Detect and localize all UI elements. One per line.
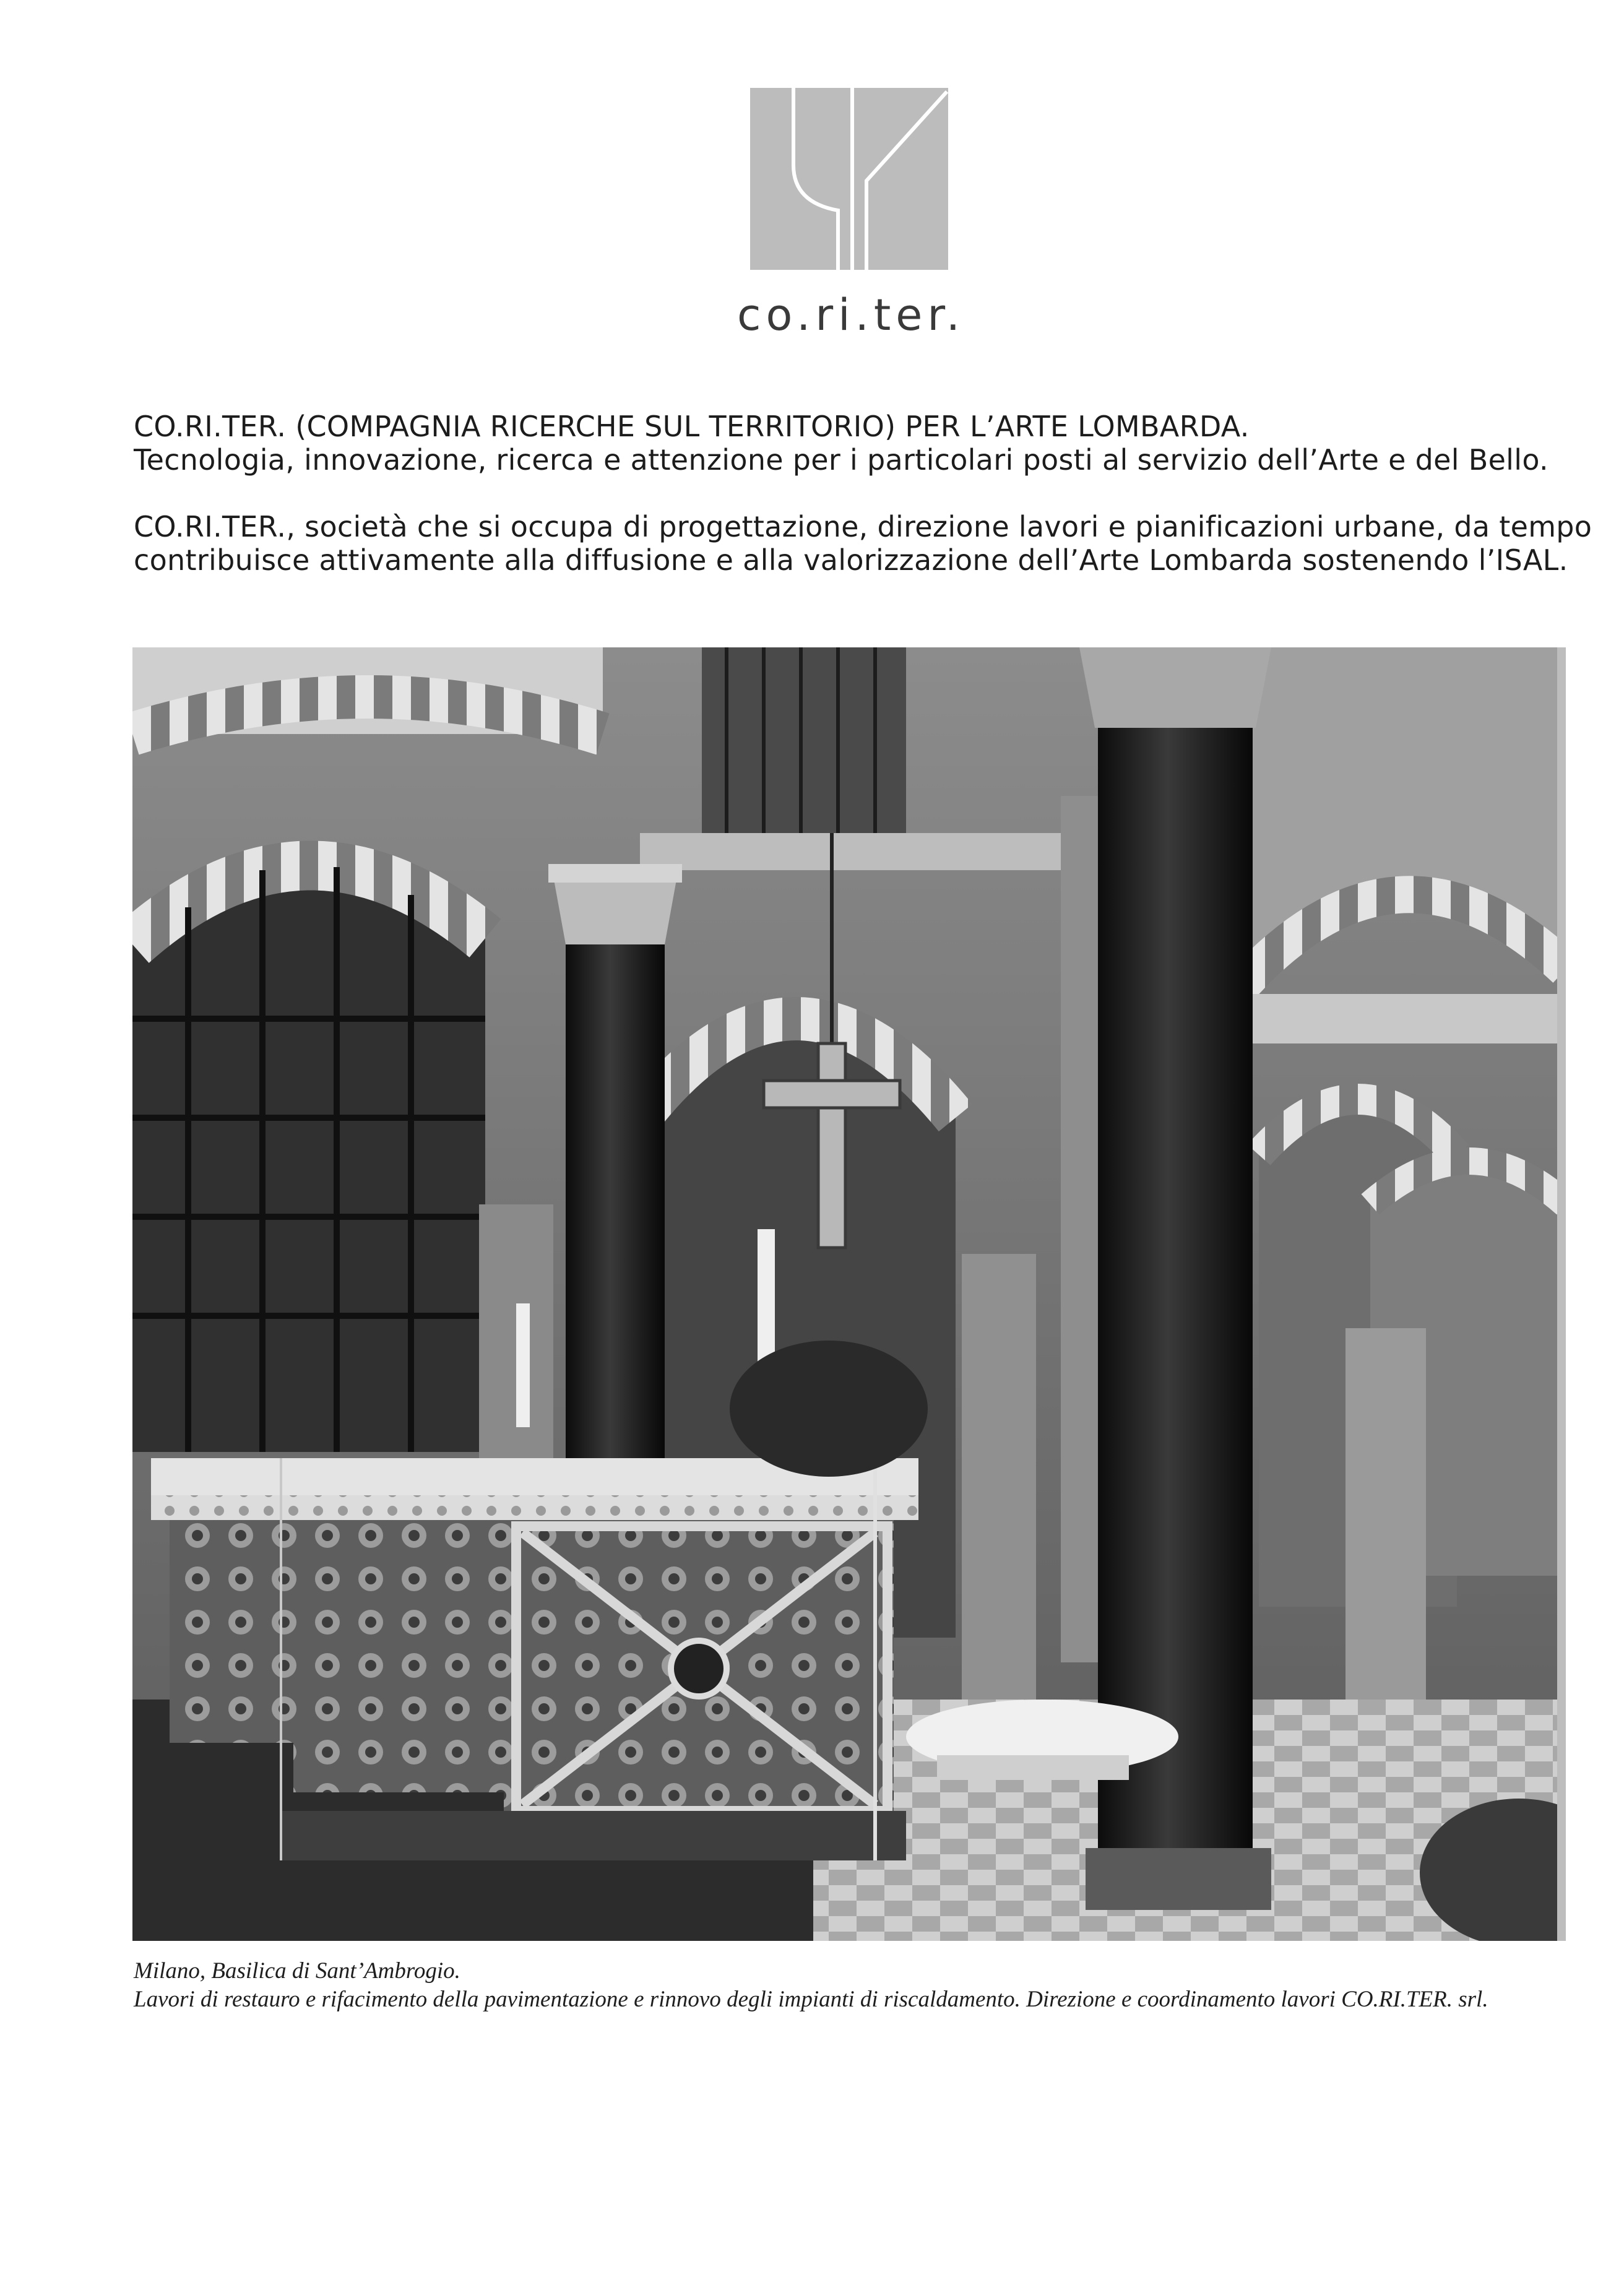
photo-caption — [134, 1957, 1576, 2014]
basilica-interior-photo — [132, 647, 1566, 1941]
intro-tagline: Tecnologia, innovazione, ricerca e attenzione per i particolari posti al servizio dell’Arte e del Bello. — [134, 443, 1548, 477]
intro-text — [134, 410, 1592, 577]
intro-paragraph-line-2: contribuisce attivamente alla diffusione e alla valorizzazione dell’Arte Lombarda sostenendo l’ISAL. — [134, 543, 1568, 577]
brand-wordmark: co.ri.ter. — [737, 290, 965, 340]
intro-paragraph-line-1: CO.RI.TER., società che si occupa di progettazione, direzione lavori e pianificazioni urbane, da tempo — [134, 510, 1592, 543]
coriter-logo-icon — [750, 88, 948, 270]
caption-place: Milano, Basilica di Sant’Ambrogio. — [134, 1958, 460, 1984]
photo-edge-strip — [1557, 647, 1566, 1941]
caption-description: Lavori di restauro e rifacimento della pavimentazione e rinnovo degli impianti di riscaldamento. Direzione e coordinamento lavori CO.RI.TER. srl. — [134, 1987, 1488, 2012]
intro-heading: CO.RI.TER. (COMPAGNIA RICERCHE SUL TERRITORIO) PER L’ARTE LOMBARDA. — [134, 410, 1250, 443]
